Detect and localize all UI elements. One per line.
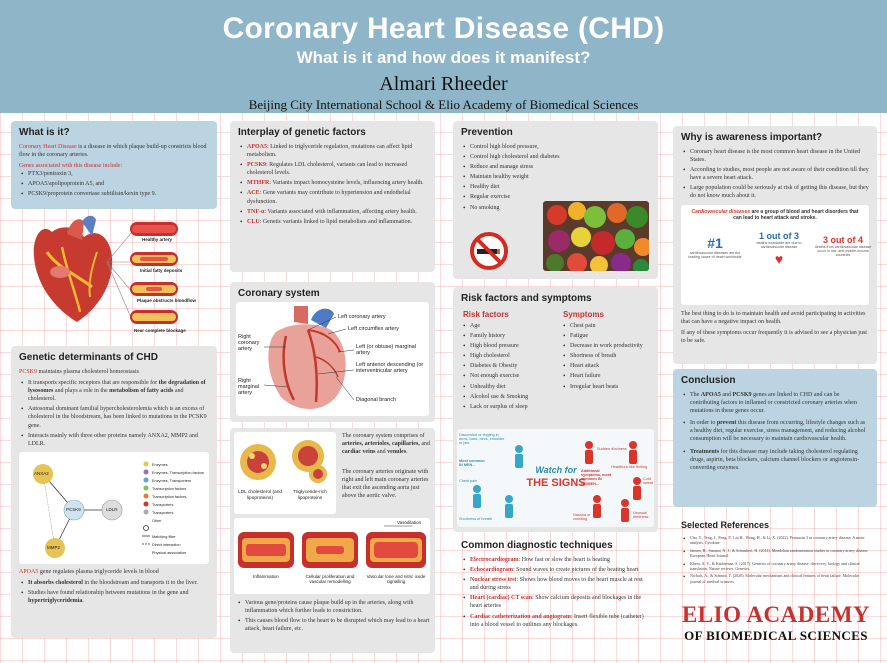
genetic-determinants-panel — [11, 346, 217, 638]
pcsk9-bullet-3: • Interacts mainly with three other proteins namely ANXA2, MMP2 and LDLR. — [19, 432, 209, 448]
conclusion-panel — [673, 369, 877, 507]
references-panel — [673, 514, 877, 600]
awareness-paragraph-2: If any of these symptoms occur frequently it is advised to see a physician just to be safe. — [681, 329, 867, 344]
conclusion-item: • In order to prevent this disease from occurring, lifestyle changes such as a healthy diet, regular exercise, stress management, and reducing alcohol consumption will be necessary to maintain cardiovascular health. — [681, 419, 869, 443]
artery-label-near-complete: Near complete blockage — [134, 328, 186, 333]
sign-label: Chest pain — [459, 479, 478, 483]
network-legend: Enzymes Enzymes, Transcription factors Enzymes, Transporters Transcription factors Transcription factors, Transporters Transporters Other Matching filter Direct interaction Physical association — [152, 462, 204, 555]
awareness-title: Why is awareness important? — [681, 132, 823, 143]
coronary-description-2: The coronary arteries originate with right and left main coronary arteries that exit the ascending aorta just above the aortic valve. — [342, 469, 429, 500]
symptom-item: • Decrease in work productivity — [561, 342, 651, 350]
elio-academy-logo: ELIO ACADEMY OF BIOMEDICAL SCIENCES — [681, 602, 871, 643]
coronary-mechanism-panel — [230, 428, 435, 653]
stage-vascular-tone: Vascular tone and nitric oxide signalling — [366, 574, 426, 585]
diagnostic-panel — [453, 534, 658, 652]
label-left-marginal: Left (or obtuse) marginal artery — [356, 344, 416, 357]
symptom-item: • Heart failure — [561, 372, 651, 380]
prevention-item: • No smoking — [461, 204, 650, 212]
label-right-marginal: Right marginal artery — [238, 378, 260, 397]
apoa5-intro: APOA5 gene regulates plasma triglyceride levels in blood — [19, 568, 159, 575]
risk-factors-heading: Risk factors — [463, 310, 509, 319]
sign-label: Shortness of breath — [459, 517, 493, 521]
diagnostic-item: • Cardiac catheterization and angiogram: Insert flexible tube (catheter) into a blood vessel to outlines any blockages. — [461, 613, 650, 629]
prevention-item: • Control high cholesterol and diabetes — [461, 153, 650, 161]
cvd-infographic-title: Cardiovascular diseases are a group of blood and heart disorders that can lead to heart attack and stroke. — [691, 208, 859, 221]
cell-label-triglyceride: Triglyceride-rich lipoproteins — [293, 490, 327, 501]
sign-label: Discomfort or tingling in arms, back, neck, shoulder or jaw — [459, 433, 505, 446]
risk-item: • Family history — [461, 332, 557, 340]
coronary-diagram — [236, 302, 429, 416]
conclusion-item: • Treatments for this disease may include taking cholesterol regulating drugs, aspirin, beta blockers, calcium channel blockers or angiotensin-converting enzymes. — [681, 448, 869, 472]
prevention-item: • Regular exercise — [461, 193, 650, 201]
symptom-item: • Shortness of breath — [561, 352, 651, 360]
sign-label: Heartburn-like feeling — [611, 465, 648, 469]
heart-artery-illustration — [22, 212, 222, 342]
affiliation: Beijing City International School & Elio Academy of Biomedical Sciences — [248, 97, 639, 112]
prevention-title: Prevention — [461, 127, 513, 138]
diagnostic-item: • Heart (cardiac) CT scan: Show calcium deposits and blockages in the heart arteries — [461, 594, 650, 610]
watch-for-text: Watch for — [535, 465, 577, 475]
interplay-panel — [230, 121, 435, 272]
risk-item: • Unhealthy diet — [461, 383, 557, 391]
interplay-item-tnf: • TNF-α: Variants associated with inflammation, affecting artery health. — [238, 208, 427, 216]
sign-label: Sudden dizziness — [597, 447, 627, 451]
risk-item: • Alcohol use & Smoking — [461, 393, 557, 401]
sign-label: Cold sweat — [643, 477, 653, 486]
heart-icon: ♥ — [774, 251, 784, 268]
awareness-paragraph-1: The best thing to do is to maintain health and avoid participating in activities that can have a negative impact on health. — [681, 310, 866, 325]
symptom-item: • Fatigue — [561, 332, 651, 340]
coronary-bullet-2: • This causes blood flow to the heart to be disrupted which may lead to a heart attack, heart failure, etc. — [236, 617, 430, 633]
symptom-item: • Heart attack — [561, 362, 651, 370]
gene-item: • APOA5/apolipoprotein A5, and — [19, 180, 209, 188]
prevention-item: • Reduce and manage stress — [461, 163, 650, 171]
prevention-item: • Healthy diet — [461, 183, 650, 191]
risk-item: • Diabetes & Obesity — [461, 362, 557, 370]
diagnostic-item: • Echocardiogram: Sound waves to create pictures of the beating heart — [461, 566, 650, 574]
symptom-item: • Chest pain — [561, 322, 651, 330]
symptom-item: • Irregular heart beats — [561, 383, 651, 391]
poster-title: Coronary Heart Disease (CHD) — [222, 12, 665, 45]
artery-label-plaque: Plaque obstructs bloodflow — [137, 298, 197, 303]
stage-inflammation: Inflammation — [253, 574, 279, 579]
vasodilation-label: Vasodilation — [397, 520, 422, 525]
awareness-item: • According to studies, most people are not aware of their condition till they have a severe heart attack. — [681, 166, 869, 182]
protein-network — [19, 452, 209, 564]
apoa5-bullet-1: • It absorbs cholesterol in the bloodstream and transports it to the liver. — [19, 579, 209, 587]
cvd-infographic — [681, 205, 872, 305]
pcsk9-bullet-1: • It transports specific receptors that are responsible for the degradation of lysosomes and plays a role in the metabolism of fatty acids and cholesterol. — [19, 379, 209, 403]
coronary-description: The coronary system comprises of arteries, arterioles, capillaries, and cardiac veins and venules. — [342, 433, 430, 456]
watch-the-signs-infographic — [457, 429, 654, 527]
awareness-item: • Coronary heart disease is the most common heart disease in the United States. — [681, 148, 869, 164]
node-pcsk9: PCSK9 — [66, 506, 81, 512]
sign-label: Additional symptoms, most common IN WOMEN... — [581, 469, 612, 486]
what-is-it-title: What is it? — [19, 127, 70, 138]
author-name: Almari Rheeder — [379, 73, 508, 95]
interplay-item-clu: • CLU: Genetic variants linked to lipid metabolism and inflammation. — [238, 218, 427, 226]
diagnostic-title: Common diagnostic techniques — [461, 540, 613, 551]
what-is-it-panel — [11, 121, 217, 209]
reference-item: • Nichols, A., & Schmitt, T. (2020). Molecular mechanisms and clinical features of heart failure. Molecular journal of medical sciences. — [681, 573, 869, 584]
sign-label: Most common IN MEN... — [459, 459, 485, 468]
risk-title: Risk factors and symptoms — [461, 293, 592, 304]
heart-coronary-svg — [236, 302, 429, 416]
stat-2: 1 out of 3 deaths worldwide are due to cardiovascular disease ♥ — [749, 231, 809, 268]
label-diagonal: Diagonal branch — [356, 397, 397, 403]
risk-item: • Lack or surplus of sleep — [461, 403, 557, 411]
lipoprotein-illustration — [234, 432, 336, 514]
node-anxa2: ANXA2 — [34, 470, 49, 476]
reference-item: • Khera, A. V., & Kathiresan, S. (2017). Genetics of coronary artery disease: discovery, biology and clinical translation. Nature reviews. Genetics. — [681, 561, 869, 572]
awareness-panel — [673, 126, 877, 364]
interplay-item-ace: • ACE: Gene variants may contribute to hypertension and endothelial dysfunction. — [238, 189, 427, 205]
conclusion-title: Conclusion — [681, 375, 736, 386]
gene-item: • PTX3/pentraxin 3, — [19, 170, 209, 178]
poster-header — [0, 0, 887, 113]
cell-label-ldl: LDL cholesterol (and lipoproteins) — [237, 490, 283, 501]
risk-item: • High cholesterol — [461, 352, 557, 360]
artery-stage-illustration — [234, 518, 430, 594]
label-right-coronary: Right coronary artery — [238, 334, 260, 353]
stat-3: 3 out of 4 deaths from cardiovascular disease occur in low- and middle-income countries — [814, 234, 872, 258]
genes-heading: Genes associated with this disease include: — [19, 163, 123, 170]
reference-item: • Chu, Y., Teng, J., Feng, P., Liu H., Wang, H., & Li, X. (2022). Pentraxin 3 in coronary artery disease: A meta-analysis. Cytokine. — [681, 535, 869, 546]
gene-item: • PCSK9/proprotein convertase subtilisin/kexin type 9. — [19, 190, 209, 198]
risk-item: • Age — [461, 322, 557, 330]
sign-label: Unusual tiredness — [633, 511, 649, 520]
interplay-item-mthfr: • MTHFR: Variants impact homocysteine levels, influencing artery health. — [238, 179, 427, 187]
healthy-food-image — [543, 201, 649, 271]
prevention-panel — [453, 121, 658, 279]
prevention-item: • Control high blood pressure, — [461, 143, 650, 151]
diagnostic-item: • Electrocardiogram: How fast or slow the heart is beating — [461, 556, 650, 564]
the-signs-text: THE SIGNS — [526, 477, 586, 489]
artery-label-healthy: Healthy artery — [142, 237, 173, 242]
sign-label: Nausea or vomiting — [573, 513, 591, 522]
references-title: Selected References — [681, 520, 770, 530]
heart-illustration — [22, 212, 222, 342]
pcsk9-bullet-2: • Autosomal dominant familial hypercholesterolemia which is an excess of cholesterol in the bloodstream, has been linked to mutations in the PCSK9 gene. — [19, 405, 209, 429]
node-ldlr: LDLR — [106, 506, 118, 512]
no-smoking-icon — [469, 231, 509, 271]
interplay-item-apoa5: • APOA5: Linked to triglyceride regulation, mutations can affect lipid metabolism. — [238, 143, 427, 159]
conclusion-item: • The APOA5 and PCSK9 genes are linked to CHD and can be contributing factors to inflamed or constricted coronary arteries when mutations in these genes occur. — [681, 391, 869, 415]
coronary-system-panel — [230, 282, 435, 422]
apoa5-bullet-2: • Studies have found relationship between mutations in the gene and hypertriglyceridemia. — [19, 589, 209, 605]
genetic-determinants-title: Genetic determinants of CHD — [19, 352, 158, 363]
label-lad: Left anterior descending (or interventricular artery — [356, 362, 424, 375]
label-left-circumflex: Left circumflex artery — [348, 326, 400, 332]
coronary-system-title: Coronary system — [238, 288, 320, 299]
interplay-title: Interplay of genetic factors — [238, 127, 366, 138]
diagnostic-item: • Nuclear stress test: Shows how blood moves to the heart muscle at rest and during stress — [461, 576, 650, 592]
stat-1: #1 cardiovascular diseases are the leading cause of death worldwide — [688, 234, 742, 259]
label-left-coronary: Left coronary artery — [338, 314, 386, 320]
prevention-item: • Maintain healthy weight — [461, 173, 650, 181]
coronary-bullet-1: • Various gene/proteins cause plaque build up in the arteries, along with inflammation which further leads to constriction. — [236, 599, 430, 615]
interplay-item-pcsk9: • PCSK9: Regulates LDL cholesterol, variants can lead to increased cholesterol levels. — [238, 161, 427, 177]
risk-item: • Not enough exercise — [461, 372, 557, 380]
awareness-item: • Large population could be seriously at risk of getting this disease, but they do not know much about it. — [681, 184, 869, 200]
node-mmp2: MMP2 — [47, 544, 61, 550]
poster-subtitle: What is it and how does it manifest? — [296, 48, 591, 67]
lipoprotein-svg — [234, 432, 336, 514]
artery-label-initial: Initial fatty deposits — [140, 268, 183, 273]
stage-proliferation: Cellular proliferation and vascular remodelling — [305, 574, 355, 585]
pcsk9-intro: PCSK9 maintains plasma cholesterol homeostasis — [19, 369, 139, 375]
symptoms-heading: Symptoms — [563, 310, 604, 319]
definition: Coronary Heart Disease is a disease in which plaque build-up constricts blood flow in the coronary arteries. — [19, 144, 207, 159]
reference-item: • Jansen, H., Samani, N. J., & Schunkert, H. (2014). Mendelian randomization studies in coronary artery disease. European Heart Journal. — [681, 548, 869, 559]
risk-item: • High blood pressure — [461, 342, 557, 350]
risk-panel — [453, 287, 658, 532]
